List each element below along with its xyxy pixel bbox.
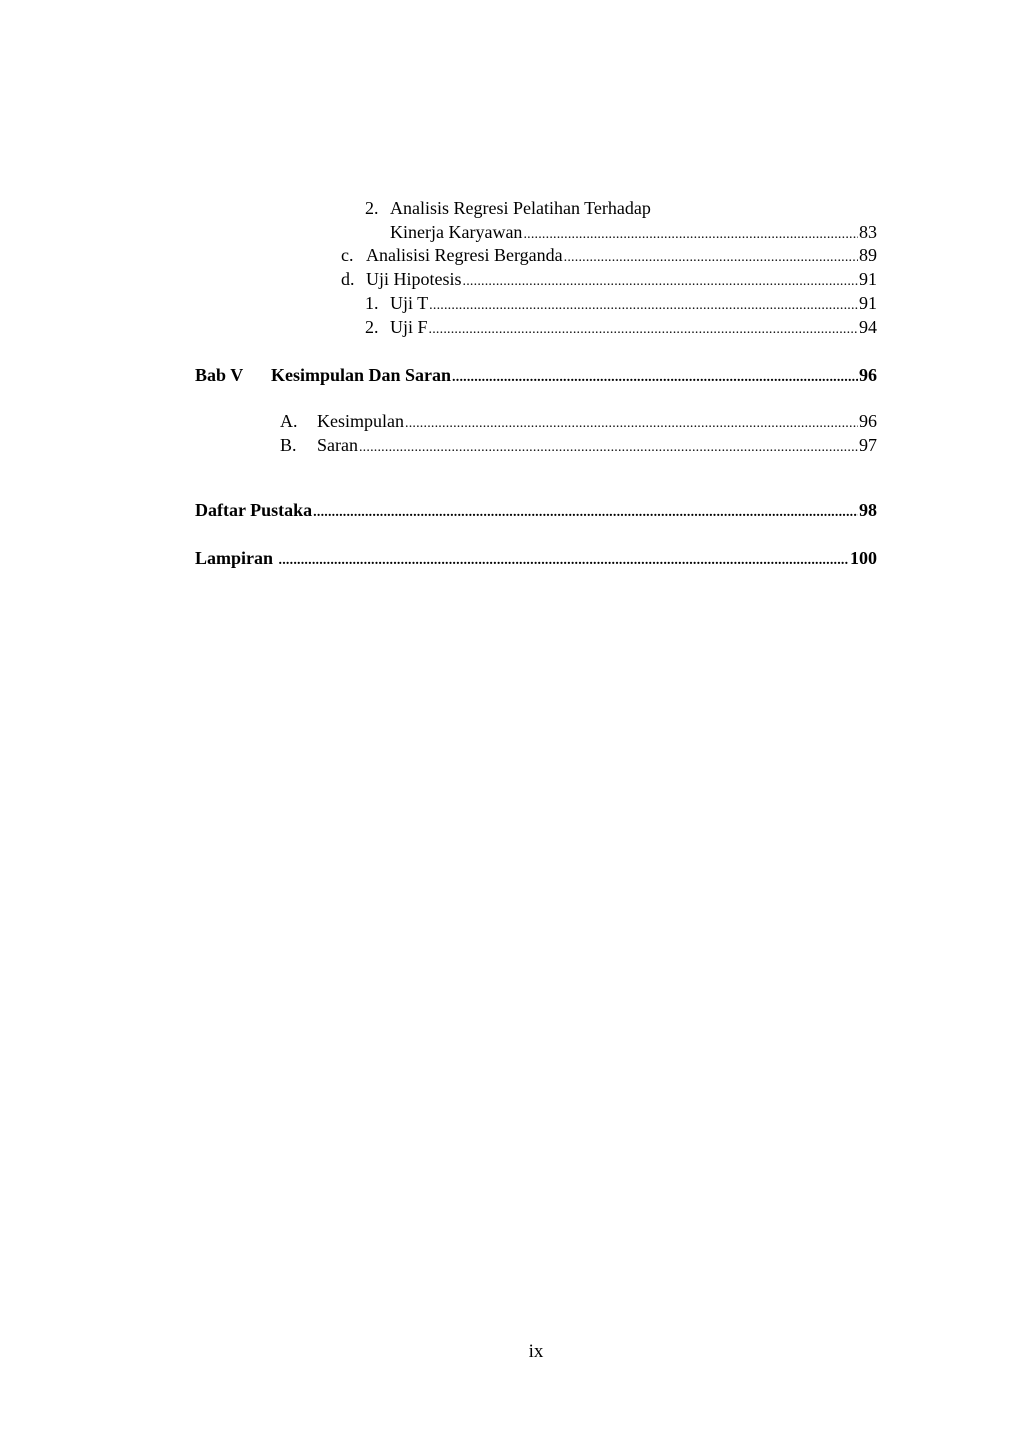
toc-entry-number: A.: [280, 411, 298, 431]
dot-leader: [452, 366, 858, 390]
toc-page-number: 91: [859, 269, 877, 289]
toc-entry-title: Saran: [317, 435, 358, 455]
toc-entry-number: 1.: [365, 293, 379, 313]
toc-page-number: 97: [859, 435, 877, 455]
toc-section-title: Daftar Pustaka: [195, 500, 313, 520]
toc-entry-title: Analisis Regresi Pelatihan Terhadap: [390, 198, 651, 218]
toc-lampiran: [195, 546, 877, 570]
toc-chapter-number: Bab V: [195, 365, 244, 385]
toc-entry-title: Analisisi Regresi Berganda: [366, 245, 563, 265]
toc-page-number: 96: [859, 365, 877, 385]
toc-entry-number: 2.: [365, 317, 379, 337]
dot-leader: [429, 318, 858, 342]
toc-entry-number: d.: [341, 269, 355, 289]
toc-page-number: 100: [850, 548, 877, 568]
toc-entry-number: 2.: [365, 198, 379, 218]
toc-entry-title: Uji Hipotesis: [366, 269, 462, 289]
toc-entry-uji-f: [365, 315, 877, 339]
toc-page-number: 89: [859, 245, 877, 265]
toc-chapter-v: [195, 363, 877, 387]
dot-leader: [359, 436, 858, 460]
toc-entry-kesimpulan: [280, 409, 877, 433]
toc-entry-number: c.: [341, 245, 354, 265]
toc-section-title: Lampiran: [195, 548, 278, 568]
dot-leader: [313, 501, 858, 525]
toc-page-number: 96: [859, 411, 877, 431]
toc-chapter-title: Kesimpulan Dan Saran: [271, 365, 452, 385]
page-number-footer: ix: [528, 1341, 544, 1362]
toc-entry-saran: [280, 433, 877, 457]
toc-entry-title: Uji T: [390, 293, 429, 313]
toc-entry-regresi-pelatihan-line1: [365, 196, 651, 220]
toc-page-number: 98: [859, 500, 877, 520]
toc-entry-regresi-berganda: [341, 243, 877, 267]
toc-page-number: 94: [859, 317, 877, 337]
toc-entry-uji-hipotesis: [341, 267, 877, 291]
toc-entry-regresi-pelatihan-line2: [390, 220, 877, 244]
dot-leader: [279, 549, 849, 573]
toc-daftar-pustaka: [195, 498, 877, 522]
toc-entry-title: Uji F: [390, 317, 428, 337]
toc-entry-uji-t: [365, 291, 877, 315]
toc-page-number: 83: [859, 222, 877, 242]
toc-entry-title: Kinerja Karyawan: [390, 222, 523, 242]
toc-entry-number: B.: [280, 435, 297, 455]
toc-entry-title: Kesimpulan: [317, 411, 404, 431]
toc-page-number: 91: [859, 293, 877, 313]
